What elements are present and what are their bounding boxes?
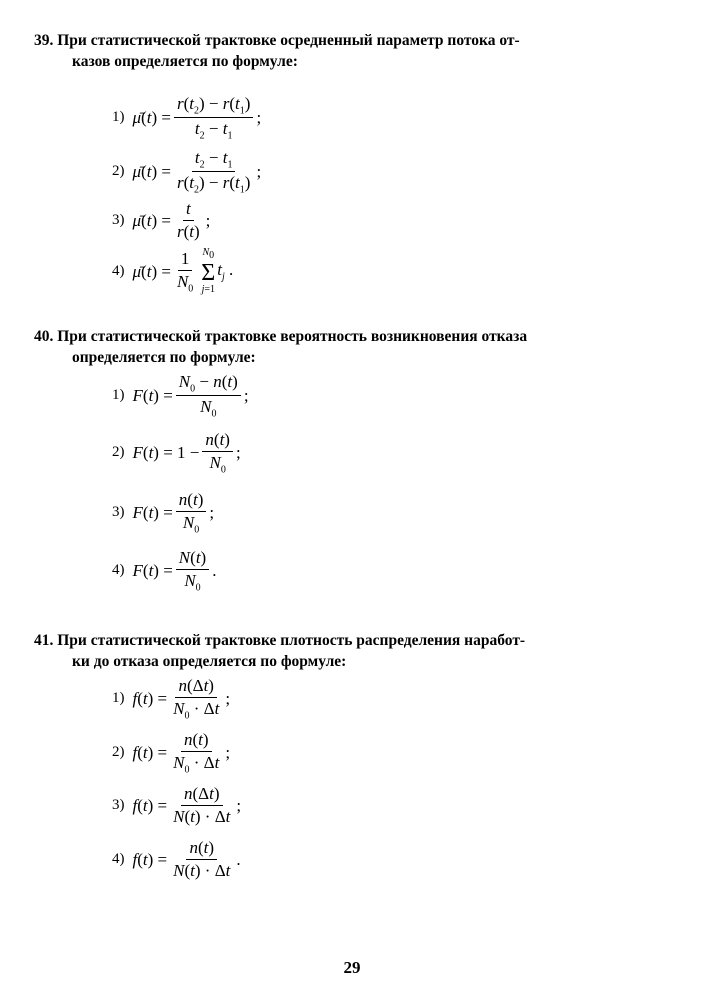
formula-option: 3) μ̄(t) = $\frac{t}{r(t)}$ ;	[112, 199, 211, 241]
formula-option: 3) F(t) = $\frac{n(t)}{N_0}$ ;	[112, 490, 215, 536]
formula-option: 2) μ̄(t) = $\frac{t_2 - t_1}{r(t_2) - r(t_1)}$ ;	[112, 148, 262, 196]
formula-option: 4) f(t) = $\frac{n(t)}{N(t) \cdot \Delta t}$ .	[112, 838, 241, 880]
formula-option: 1) f(t) = $\frac{n(\Delta t)}{N_0 \cdot \Delta t}$ ;	[112, 676, 231, 722]
question-text-cont: ки до отказа определяется по формуле:	[72, 653, 347, 670]
formula-option: 1) μ̄(t) = $\frac{r(t_2) - r(t_1)}{t_2 - t_1}$ ;	[112, 94, 262, 142]
question-number: 40.	[34, 328, 54, 345]
question-text: При статистической трактовке плотность распределения наработ-	[57, 632, 526, 649]
formula-option: 3) f(t) = $\frac{n(\Delta t)}{N(t) \cdot \Delta t}$ ;	[112, 784, 242, 826]
question-39	[34, 30, 674, 72]
question-text: При статистической трактовке вероятность возникновения отказа	[57, 328, 528, 345]
formula-option: 1) F(t) = $\frac{N_0 - n(t)}{N_0}$ ;	[112, 372, 249, 420]
formula-option: 4) F(t) = $\frac{N(t)}{N_0}$ .	[112, 548, 217, 594]
question-number: 39.	[34, 32, 54, 49]
question-text: При статистической трактовке осредненный параметр потока от-	[57, 32, 520, 49]
question-text-cont: казов определяется по формуле:	[72, 53, 298, 70]
page-number: 29	[343, 958, 361, 977]
question-number: 41.	[34, 632, 54, 649]
formula-option: 2) f(t) = $\frac{n(t)}{N_0 \cdot \Delta t}$ ;	[112, 730, 231, 776]
question-41	[34, 630, 674, 672]
question-40	[34, 326, 674, 368]
question-text-cont: определяется по формуле:	[72, 349, 256, 366]
formula-option: 2) F(t) = 1 − $\frac{n(t)}{N_0}$ ;	[112, 430, 241, 476]
formula-option: 4) μ̄(t) = $\frac{1}{N_0}$ $N_0$ Σ j=1 $t_j$ .	[112, 247, 234, 295]
